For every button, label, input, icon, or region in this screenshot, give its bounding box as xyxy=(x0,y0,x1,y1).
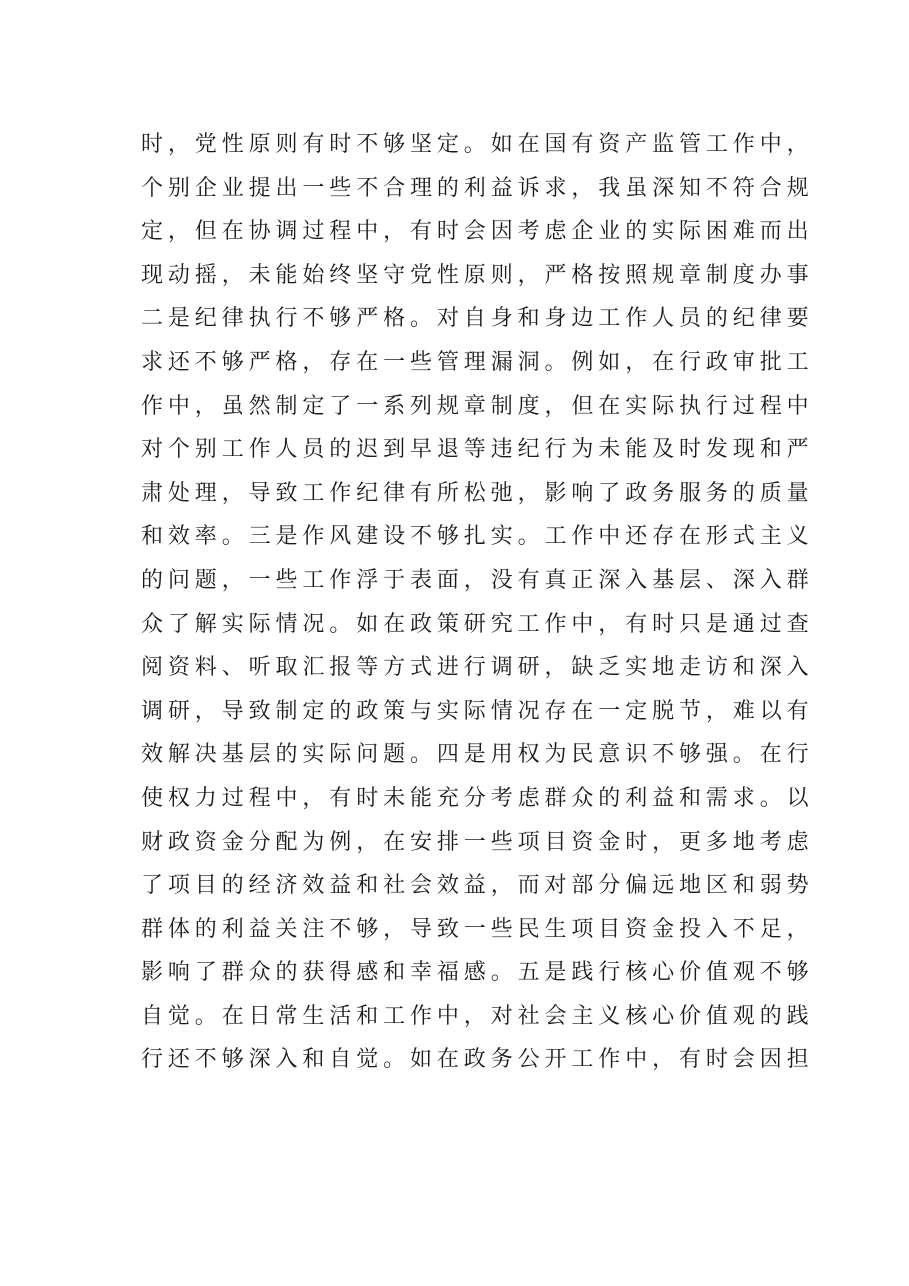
text-line: 时，党性原则有时不够坚定。如在国有资产监管工作中， xyxy=(141,132,814,157)
text-line: 调研，导致制定的政策与实际情况存在一定脱节，难以有 xyxy=(141,698,814,724)
text-line: 和效率。三是作风建设不够扎实。工作中还存在形式主义 xyxy=(141,524,814,550)
text-line: 众了解实际情况。如在政策研究工作中，有时只是通过查 xyxy=(141,611,814,637)
text-line: 自觉。在日常生活和工作中，对社会主义核心价值观的践 xyxy=(141,1003,814,1029)
text-line: 求还不够严格，存在一些管理漏洞。例如，在行政审批工 xyxy=(141,349,814,375)
text-line: 的问题，一些工作浮于表面，没有真正深入基层、深入群 xyxy=(141,567,814,593)
text-line: 作中，虽然制定了一系列规章制度，但在实际执行过程中 xyxy=(141,393,814,419)
text-line: 现动摇，未能始终坚守党性原则，严格按照规章制度办事 xyxy=(141,262,814,288)
text-line: 二是纪律执行不够严格。对自身和身边工作人员的纪律要 xyxy=(141,306,814,332)
text-line: 群体的利益关注不够，导致一些民生项目资金投入不足， xyxy=(141,916,814,942)
text-line: 阅资料、听取汇报等方式进行调研，缺乏实地走访和深入 xyxy=(141,655,814,681)
text-line: 肃处理，导致工作纪律有所松弛，影响了政务服务的质量 xyxy=(141,480,814,506)
text-line: 行还不够深入和自觉。如在政务公开工作中，有时会因担 xyxy=(141,1047,814,1073)
text-line: 财政资金分配为例，在安排一些项目资金时，更多地考虑 xyxy=(141,829,814,855)
text-line: 使权力过程中，有时未能充分考虑群众的利益和需求。以 xyxy=(141,785,814,811)
text-line: 个别企业提出一些不合理的利益诉求，我虽深知不符合规 xyxy=(141,175,814,201)
text-line: 效解决基层的实际问题。四是用权为民意识不够强。在行 xyxy=(141,742,814,768)
text-line: 了项目的经济效益和社会效益，而对部分偏远地区和弱势 xyxy=(141,873,814,899)
document-body xyxy=(141,123,814,1082)
text-line: 影响了群众的获得感和幸福感。五是践行核心价值观不够 xyxy=(141,960,814,986)
text-line: 定，但在协调过程中，有时会因考虑企业的实际困难而出 xyxy=(141,219,814,245)
text-line: 对个别工作人员的迟到早退等违纪行为未能及时发现和严 xyxy=(141,437,814,463)
